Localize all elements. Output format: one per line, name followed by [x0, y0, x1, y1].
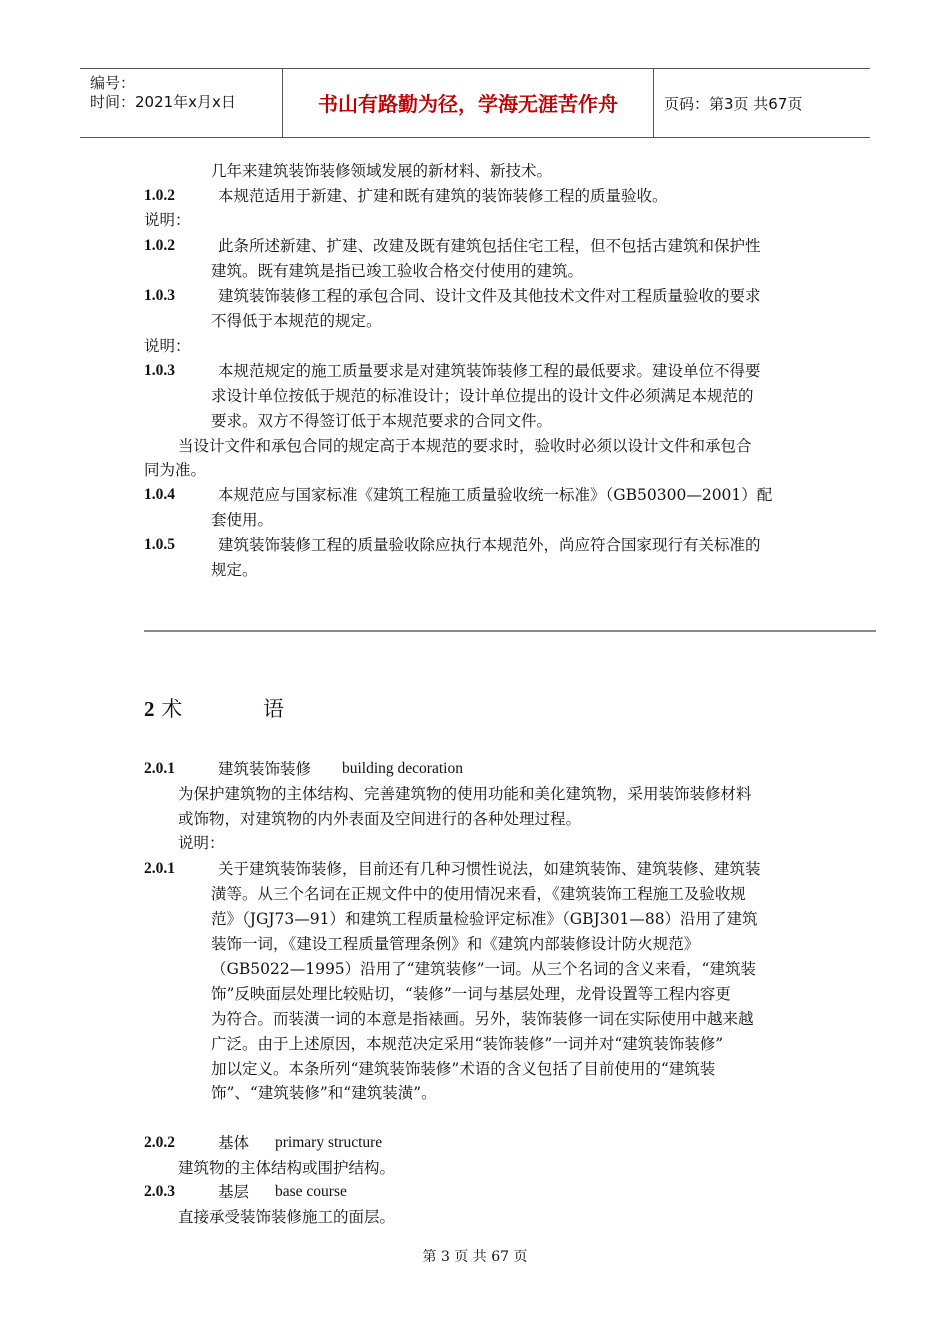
text-line: 规定。: [211, 561, 258, 579]
text-line: 求设计单位按低于规范的标准设计；设计单位提出的设计文件必须满足本规范的: [211, 387, 754, 405]
code-label: 编号：: [90, 74, 136, 92]
text-line: 为符合。而装潢一词的本意是指裱画。另外，装饰装修一词在实际使用中越来越: [211, 1010, 754, 1028]
text-line: 建筑。既有建筑是指已竣工验收合格交付使用的建筑。: [211, 262, 584, 280]
note-label: 说明：: [144, 337, 191, 355]
term-cn: 基体: [218, 1134, 250, 1152]
text-line: 建筑装饰装修工程的质量验收除应执行本规范外，尚应符合国家现行有关标准的: [218, 536, 761, 554]
section-heading: [144, 693, 182, 723]
term-en: primary structure: [275, 1134, 383, 1151]
clause-number: 1.0.2: [144, 237, 175, 254]
date-label: 时间：2021年x月x日: [90, 93, 236, 111]
text-line: 不得低于本规范的规定。: [211, 312, 382, 330]
text-line: 同为准。: [144, 461, 207, 479]
clause-number: 1.0.2: [144, 187, 175, 204]
clause-number: 1.0.4: [144, 486, 175, 503]
clause-number: 2.0.2: [144, 1134, 175, 1151]
term-en: building decoration: [342, 760, 463, 777]
clause-number: 1.0.3: [144, 362, 175, 379]
header-page-info: 页码：第3页 共67页: [664, 95, 803, 113]
text-line: 套使用。: [211, 511, 274, 529]
note-label: 说明：: [178, 834, 225, 852]
text-line: 为保护建筑物的主体结构、完善建筑物的使用功能和美化建筑物，采用装饰装修材料: [178, 785, 752, 803]
text-line: 此条所述新建、扩建、改建及既有建筑包括住宅工程，但不包括古建筑和保护性: [218, 237, 761, 255]
page-footer: 第 3 页 共 67 页: [422, 1249, 528, 1265]
text-line: 本规范规定的施工质量要求是对建筑装饰装修工程的最低要求。建设单位不得要: [218, 362, 761, 380]
section-divider: [144, 630, 876, 632]
text-line: 当设计文件和承包合同的规定高于本规范的要求时，验收时必须以设计文件和承包合: [178, 437, 752, 455]
clause-number: 2.0.1: [144, 860, 175, 877]
section-title-part: 语: [263, 697, 284, 721]
text-line: 饰”、“建筑装修”和“建筑装潢”。: [211, 1084, 437, 1102]
text-line: 建筑物的主体结构或围护结构。: [178, 1159, 396, 1177]
text-line: 要求。双方不得签订低于本规范要求的合同文件。: [211, 412, 553, 430]
header-meta-cell: [80, 69, 283, 137]
term-cn: 建筑装饰装修: [218, 760, 312, 778]
text-line: 或饰物，对建筑物的内外表面及空间进行的各种处理过程。: [178, 810, 582, 828]
section-number: 2: [144, 697, 155, 721]
text-line: 本规范适用于新建、扩建和既有建筑的装饰装修工程的质量验收。: [218, 187, 668, 205]
clause-number: 2.0.1: [144, 760, 175, 777]
header-motto: 书山有路勤为径，学海无涯苦作舟: [283, 69, 654, 137]
page-header: [80, 68, 870, 138]
clause-number: 1.0.3: [144, 287, 175, 304]
section-title-part: 术: [161, 697, 183, 721]
text-line: 关于建筑装饰装修，目前还有几种习惯性说法，如建筑装饰、建筑装修、建筑装: [218, 860, 761, 878]
text-line: 广泛。由于上述原因，本规范决定采用“装饰装修”一词并对“建筑装饰装修”: [211, 1035, 724, 1053]
text-line: 范》（JGJ73—91）和建筑工程质量检验评定标准》（GBJ301—88）沿用了建筑: [211, 910, 758, 928]
clause-number: 2.0.3: [144, 1183, 175, 1200]
text-line: （GB5022—1995）沿用了“建筑装修”一词。从三个名词的含义来看，“建筑装: [211, 960, 756, 978]
text-line: 建筑装饰装修工程的承包合同、设计文件及其他技术文件对工程质量验收的要求: [218, 287, 761, 305]
text-line: 本规范应与国家标准《建筑工程施工质量验收统一标准》（GB50300—2001）配: [218, 486, 773, 504]
text-line: 几年来建筑装饰装修领域发展的新材料、新技术。: [211, 162, 553, 180]
text-line: 加以定义。本条所列“建筑装饰装修”术语的含义包括了目前使用的“建筑装: [211, 1060, 716, 1078]
text-line: 装饰一词，《建设工程质量管理条例》和《建筑内部装修设计防火规范》: [211, 935, 700, 953]
text-line: 潢等。从三个名词在正规文件中的使用情况来看，《建筑装饰工程施工及验收规: [211, 885, 746, 903]
text-line: 直接承受装饰装修施工的面层。: [178, 1208, 396, 1226]
term-en: base course: [275, 1183, 347, 1200]
note-label: 说明：: [144, 211, 191, 229]
text-line: 饰”反映面层处理比较贴切，“装修”一词与基层处理，龙骨设置等工程内容更: [211, 985, 731, 1003]
term-cn: 基层: [218, 1183, 250, 1201]
clause-number: 1.0.5: [144, 536, 175, 553]
